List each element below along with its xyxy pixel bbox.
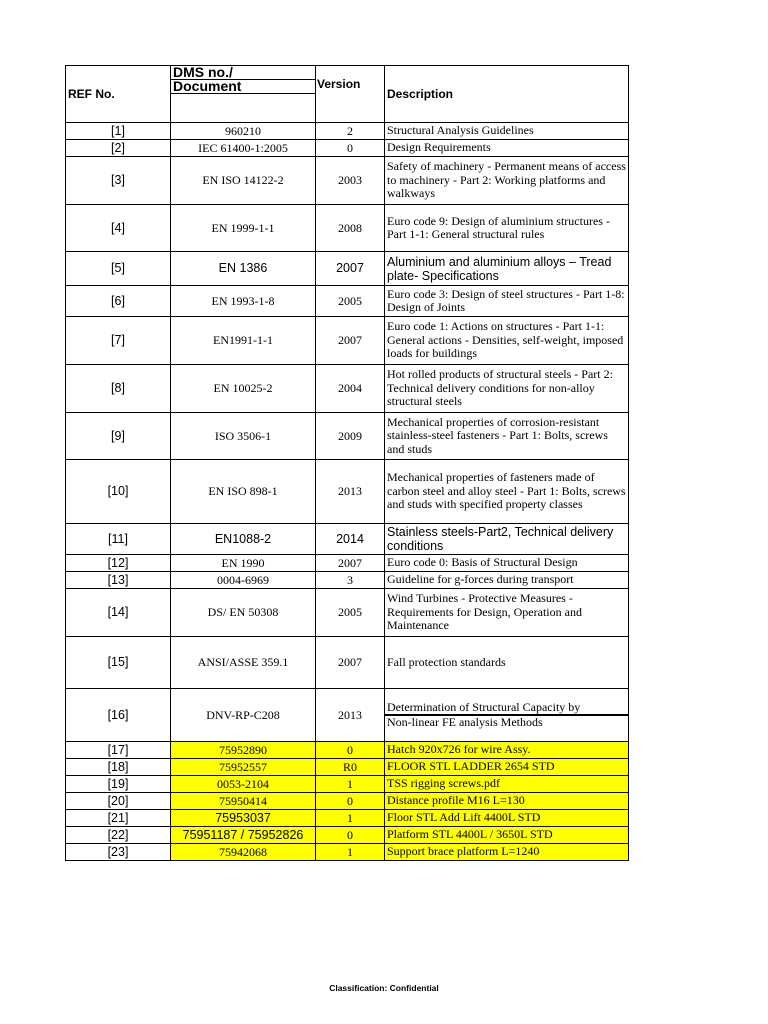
description-cell: Hatch 920x726 for wire Assy. (385, 742, 629, 759)
table-row (66, 524, 629, 555)
table-row (66, 252, 629, 286)
ref-cell: [7] (66, 317, 171, 365)
table-row (66, 140, 629, 157)
ref-cell: [23] (66, 844, 171, 861)
ref-cell: [6] (66, 286, 171, 317)
doc-cell: 75951187 / 75952826 (171, 827, 316, 844)
ref-cell: [8] (66, 365, 171, 413)
ref-cell: [14] (66, 589, 171, 637)
doc-cell: 0004-6969 (171, 572, 316, 589)
description-cell: Support brace platform L=1240 (385, 844, 629, 861)
doc-cell: IEC 61400-1:2005 (171, 140, 316, 157)
header-version: Version (316, 66, 385, 123)
version-cell: 2005 (316, 286, 385, 317)
version-cell: 2008 (316, 205, 385, 252)
description-cell: Platform STL 4400L / 3650L STD (385, 827, 629, 844)
doc-cell: EN1088-2 (171, 524, 316, 555)
ref-cell: [11] (66, 524, 171, 555)
table-row (66, 460, 629, 524)
version-cell: 2007 (316, 637, 385, 689)
description-cell: Wind Turbines - Protective Measures - Requirements for Design, Operation and Maintenance (385, 589, 629, 637)
ref-cell: [16] (66, 689, 171, 742)
description-cell: Fall protection standards (385, 637, 629, 689)
version-cell: 0 (316, 140, 385, 157)
ref-cell: [4] (66, 205, 171, 252)
header-row (66, 66, 629, 123)
version-cell: 2013 (316, 689, 385, 742)
ref-cell: [1] (66, 123, 171, 140)
description-cell: FLOOR STL LADDER 2654 STD (385, 759, 629, 776)
table-row (66, 205, 629, 252)
version-cell: 0 (316, 742, 385, 759)
doc-cell: 75950414 (171, 793, 316, 810)
doc-cell: DNV-RP-C208 (171, 689, 316, 742)
doc-cell: EN 10025-2 (171, 365, 316, 413)
ref-cell: [17] (66, 742, 171, 759)
description-cell: TSS rigging screws.pdf (385, 776, 629, 793)
ref-cell: [19] (66, 776, 171, 793)
doc-cell: EN ISO 898-1 (171, 460, 316, 524)
version-cell: 2003 (316, 157, 385, 205)
doc-cell: EN ISO 14122-2 (171, 157, 316, 205)
table-row (66, 589, 629, 637)
ref-cell: [12] (66, 555, 171, 572)
ref-cell: [22] (66, 827, 171, 844)
table-row (66, 413, 629, 460)
header-dms-label: DMS no./ (173, 65, 233, 80)
header-blank-cell (171, 93, 315, 94)
table-row (66, 827, 629, 844)
description-cell: Structural Analysis Guidelines (385, 123, 629, 140)
ref-cell: [5] (66, 252, 171, 286)
table-row (66, 793, 629, 810)
ref-cell: [10] (66, 460, 171, 524)
description-cell: Design Requirements (385, 140, 629, 157)
version-cell: 2013 (316, 460, 385, 524)
doc-cell: DS/ EN 50308 (171, 589, 316, 637)
table-row (66, 317, 629, 365)
table-row (66, 689, 629, 742)
version-cell: 3 (316, 572, 385, 589)
ref-cell: [20] (66, 793, 171, 810)
doc-cell: EN 1999-1-1 (171, 205, 316, 252)
description-cell: Mechanical properties of corrosion-resistant stainless-steel fasteners - Part 1: Bolts, screws and studs (385, 413, 629, 460)
description-cell: Hot rolled products of structural steels - Part 2: Technical delivery conditions for non-alloy structural steels (385, 365, 629, 413)
table-row (66, 572, 629, 589)
version-cell: 0 (316, 827, 385, 844)
header-description: Description (385, 66, 629, 123)
table-row (66, 759, 629, 776)
description-cell: Safety of machinery - Permanent means of access to machinery - Part 2: Working platforms and walkways (385, 157, 629, 205)
description-cell: Floor STL Add Lift 4400L STD (385, 810, 629, 827)
description-cell: Distance profile M16 L=130 (385, 793, 629, 810)
doc-cell: 75953037 (171, 810, 316, 827)
doc-cell: 960210 (171, 123, 316, 140)
version-cell: 2007 (316, 252, 385, 286)
version-cell: 2014 (316, 524, 385, 555)
doc-cell: ISO 3506-1 (171, 413, 316, 460)
version-cell: 2007 (316, 317, 385, 365)
ref-cell: [21] (66, 810, 171, 827)
description-cell: Euro code 3: Design of steel structures - Part 1-8: Design of Joints (385, 286, 629, 317)
version-cell: 1 (316, 776, 385, 793)
reference-table (65, 65, 629, 861)
ref-cell: [3] (66, 157, 171, 205)
doc-cell: 0053-2104 (171, 776, 316, 793)
description-cell (385, 689, 629, 742)
table-row (66, 555, 629, 572)
table-row (66, 286, 629, 317)
table-row (66, 123, 629, 140)
description-cell: Euro code 9: Design of aluminium structures - Part 1-1: General structural rules (385, 205, 629, 252)
doc-cell: 75942068 (171, 844, 316, 861)
ref-cell: [15] (66, 637, 171, 689)
version-cell: 2005 (316, 589, 385, 637)
description-cell: Euro code 0: Basis of Structural Design (385, 555, 629, 572)
version-cell: 1 (316, 844, 385, 861)
header-ref: REF No. (66, 66, 171, 123)
doc-cell: EN 1993-1-8 (171, 286, 316, 317)
version-cell: 1 (316, 810, 385, 827)
version-cell: 2 (316, 123, 385, 140)
table-row (66, 810, 629, 827)
version-cell: 2007 (316, 555, 385, 572)
version-cell: 2009 (316, 413, 385, 460)
description-cell: Mechanical properties of fasteners made of carbon steel and alloy steel - Part 1: Bolts, screws and studs with specified property classes (385, 460, 629, 524)
version-cell: 0 (316, 793, 385, 810)
ref-cell: [18] (66, 759, 171, 776)
header-dms-document (171, 66, 316, 123)
ref-cell: [9] (66, 413, 171, 460)
doc-cell: EN1991-1-1 (171, 317, 316, 365)
header-document-label: Document (171, 79, 315, 93)
table-row (66, 365, 629, 413)
table-row (66, 742, 629, 759)
table-row (66, 844, 629, 861)
doc-cell: 75952557 (171, 759, 316, 776)
ref-cell: [2] (66, 140, 171, 157)
doc-cell: EN 1386 (171, 252, 316, 286)
description-cell: Aluminium and aluminium alloys – Tread plate- Specifications (385, 252, 629, 286)
version-cell: R0 (316, 759, 385, 776)
table-row (66, 157, 629, 205)
table-row (66, 637, 629, 689)
doc-cell: 75952890 (171, 742, 316, 759)
description-cell: Guideline for g-forces during transport (385, 572, 629, 589)
ref-cell: [13] (66, 572, 171, 589)
description-line: Non-linear FE analysis Methods (385, 715, 628, 730)
description-cell: Euro code 1: Actions on structures - Part 1-1: General actions - Densities, self-weight, imposed loads for buildings (385, 317, 629, 365)
doc-cell: EN 1990 (171, 555, 316, 572)
description-cell: Stainless steels-Part2, Technical delivery conditions (385, 524, 629, 555)
doc-cell: ANSI/ASSE 359.1 (171, 637, 316, 689)
description-line: Determination of Structural Capacity by (387, 699, 581, 714)
classification-label: Classification: Confidential (329, 983, 439, 993)
version-cell: 2004 (316, 365, 385, 413)
table-row (66, 776, 629, 793)
